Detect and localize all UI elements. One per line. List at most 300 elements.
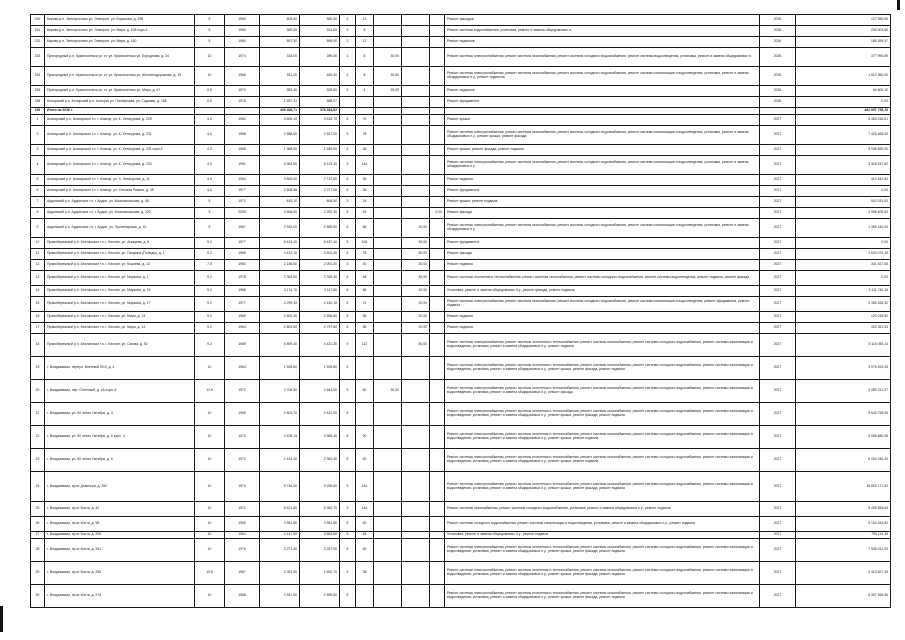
extra-value-cell — [430, 145, 445, 156]
wall-type-cell: 10.5 — [195, 562, 225, 585]
planned-year-cell: 2027 — [760, 286, 796, 297]
extra-value-cell — [430, 323, 445, 334]
floors-cell: 9 — [340, 502, 356, 517]
residents-cell: 60 — [356, 539, 374, 562]
cost-cell: 7 429 465,00 — [796, 126, 891, 145]
works-description-cell: Ремонт системы отопления и теплоснабжения, ремонт системы газоснабжения, ремонт системы холодного водоснабжения, ремонт системы водоотведения, ремонт подвала, ремонт фасада — [445, 271, 760, 286]
extra-value-cell — [430, 426, 445, 449]
planned-year-cell: 2027 — [760, 357, 796, 380]
extra-value-cell — [402, 517, 430, 532]
wall-type-cell: 10 — [195, 472, 225, 502]
extra-value-cell — [374, 219, 402, 238]
living-area-cell: 2 643,90 — [300, 380, 340, 403]
extra-value-cell — [374, 539, 402, 562]
planned-year-cell: 2026 — [760, 15, 796, 26]
address-cell: Ахтырский р-н. Ахтырский р-н. Ахтырск ул. Пионерская, ул. Садовая, д. 186 — [45, 97, 195, 108]
cost-cell: 462 997 755,76 — [796, 108, 891, 115]
address-cell: г. Владикавказ, пр-кт Коста, д. 261 — [45, 539, 195, 562]
table-row — [31, 380, 891, 403]
address-cell: Пригородный р-н. Красносельск ул. ст. ул. Красносельск ул. Мира, д. 67 — [45, 86, 195, 97]
year-built-cell: 1977 — [225, 186, 260, 197]
planned-year-cell: 2027 — [760, 271, 796, 286]
row-number: 24 — [31, 472, 45, 502]
address-cell: Ардонский р-н. Ардонское г.п. г. Ардон, ул. Комсомольская, д. 48 — [45, 197, 195, 208]
table-row — [31, 86, 891, 97]
row-number: 4 — [31, 156, 45, 175]
residents-cell: 144 — [356, 472, 374, 502]
living-area-cell: 3 257,90 — [300, 539, 340, 562]
cost-cell: 127 550,50 — [796, 15, 891, 26]
floors-cell: 5 — [340, 403, 356, 426]
residents-cell: 60 — [356, 449, 374, 472]
extra-value-cell — [374, 357, 402, 380]
row-number: 14 — [31, 286, 45, 297]
works-description-cell: Ремонт системы газоснабжения, ремонт системы холодного водоснабжения, установка, ремонт и замена общедомовых п.у., ремонт подвала — [445, 502, 760, 517]
row-number: 233 — [31, 48, 45, 67]
extra-value-cell — [374, 286, 402, 297]
wall-type-cell: 9.2 — [195, 286, 225, 297]
year-built-cell: 1960 — [225, 37, 260, 48]
address-cell: Правобережный р-н. Бесланское г.п. г. Беслан, ул. Коцоева, д. 14 — [45, 260, 195, 271]
total-area-cell: 369,50 — [260, 26, 300, 37]
planned-year-cell: 2027 — [760, 238, 796, 249]
row-number: 26 — [31, 517, 45, 532]
table-body — [31, 15, 891, 608]
total-area-cell: 605,60 — [260, 15, 300, 26]
address-cell: г. Владикавказ, ул. 50 летия Октября, д. 6 корп. 4 — [45, 426, 195, 449]
cost-cell: 2 411 740,18 — [796, 286, 891, 297]
cost-cell: 0,00 — [796, 186, 891, 197]
table-row — [31, 532, 891, 539]
cost-cell: 5 455 553,64 — [796, 502, 891, 517]
extra-value-cell — [374, 403, 402, 426]
works-description-cell: Ремонт подвалов — [445, 37, 760, 48]
floors-cell: 2 — [340, 357, 356, 380]
total-area-cell: 511,20 — [260, 67, 300, 86]
row-number: 30 — [31, 585, 45, 608]
residents-cell: 78 — [356, 249, 374, 260]
cost-cell: 230 003,60 — [796, 26, 891, 37]
extra-value-cell — [374, 249, 402, 260]
year-built-cell: 1968 — [225, 145, 260, 156]
wall-type-cell: 5 — [195, 26, 225, 37]
cost-cell: 4 998 405,64 — [796, 208, 891, 219]
floors-cell: 5 — [340, 585, 356, 608]
table-row — [31, 286, 891, 297]
address-cell: Алагирский р-н. Алагирское г.п. г. Алагир, ул. Степана Разина, д. 45 — [45, 186, 195, 197]
address-cell: Правобережный р-н. Бесланское г.п. г. Беслан, ул. Гагарина (Победы), д. 1 — [45, 249, 195, 260]
planned-year-cell: 2027 — [760, 517, 796, 532]
year-built-cell: 1991 — [225, 156, 260, 175]
table-row — [31, 156, 891, 175]
address-cell: Правобережный р-н. Бесланское г.п. г. Беслан, ул. Маркова, д. 17 — [45, 297, 195, 312]
total-area-cell: 318,00 — [260, 48, 300, 67]
residents-cell: 78 — [356, 126, 374, 145]
table-row — [31, 37, 891, 48]
row-number: 235 — [31, 86, 45, 97]
residents-cell: 84 — [356, 532, 374, 539]
extra-value-cell: 50,00 — [402, 249, 430, 260]
address-cell: г. Владикавказ, пер. Огненный, д. 18 корп. 6 — [45, 380, 195, 403]
table-row — [31, 449, 891, 472]
living-area-cell: 2 537,00 — [300, 126, 340, 145]
table-row — [31, 403, 891, 426]
table-row — [31, 472, 891, 502]
row-number: 9 — [31, 219, 45, 238]
wall-type-cell: 5 — [195, 219, 225, 238]
extra-value-cell: 30,00 — [374, 67, 402, 86]
table-row — [31, 15, 891, 26]
cost-cell: 2 413 627,35 — [796, 562, 891, 585]
planned-year-cell: 2027 — [760, 145, 796, 156]
cost-cell: 6 004 246,40 — [796, 449, 891, 472]
works-description-cell: Ремонт системы электроснабжения, ремонт системы газоснабжения, ремонт системы холодного водоснабжения, ремонт системы канализации и водоотведения, ремонт фундамента, ремонт подвала — [445, 297, 760, 312]
extra-value-cell — [430, 219, 445, 238]
row-number: 7 — [31, 197, 45, 208]
extra-value-cell: 30,00 — [374, 380, 402, 403]
wall-type-cell: 4.5 — [195, 175, 225, 186]
extra-value-cell: 25,00 — [374, 86, 402, 97]
table-row — [31, 186, 891, 197]
wall-type-cell: 10 — [195, 67, 225, 86]
extra-value-cell — [430, 37, 445, 48]
wall-type-cell: 9.2 — [195, 334, 225, 357]
address-cell: Правобережный р-н. Бесланское г.п. г. Беслан, ул. Маркова, д. 1 — [45, 271, 195, 286]
residents-cell: 4 — [356, 86, 374, 97]
row-number: 10 — [31, 238, 45, 249]
works-description-cell: Ремонт фундамента — [445, 186, 760, 197]
floors-cell — [340, 108, 356, 115]
wall-type-cell: 10 — [195, 585, 225, 608]
planned-year-cell: 2026 — [760, 86, 796, 97]
extra-value-cell — [374, 585, 402, 608]
residents-cell: 56 — [356, 323, 374, 334]
floors-cell: 2 — [340, 67, 356, 86]
extra-value-cell — [402, 208, 430, 219]
address-cell: Правобережный р-н. Бесланское г.п. г. Беслан, ул. Агкацева, д. 6 — [45, 238, 195, 249]
extra-value-cell — [430, 585, 445, 608]
planned-year-cell: 2027 — [760, 562, 796, 585]
total-area-cell: 2 508,56 — [260, 186, 300, 197]
wall-type-cell: 5 — [195, 208, 225, 219]
wall-type-cell: 10 — [195, 426, 225, 449]
row-number: 8 — [31, 208, 45, 219]
extra-value-cell — [402, 539, 430, 562]
residents-cell — [356, 357, 374, 380]
planned-year-cell: 2027 — [760, 260, 796, 271]
floors-cell: 6 — [340, 426, 356, 449]
year-built-cell: 1964 — [225, 175, 260, 186]
extra-value-cell — [430, 186, 445, 197]
cost-cell: 377 990,89 — [796, 48, 891, 67]
living-area-cell: 3 561,80 — [300, 517, 340, 532]
total-area-cell: 6 899,40 — [260, 334, 300, 357]
row-number: 12 — [31, 260, 45, 271]
extra-value-cell — [402, 197, 430, 208]
row-number: 13 — [31, 271, 45, 286]
extra-value-cell — [374, 271, 402, 286]
cost-cell: 1 389 440,00 — [796, 219, 891, 238]
extra-value-cell — [430, 286, 445, 297]
works-description-cell: Ремонт системы электроснабжения, ремонт системы отопления и теплоснабжения, ремонт системы газоснабжения, ремонт системы холодного водоснабжения, ремонт системы канализации и водоотведения, установка, ремонт и замена общедомовых п.у., ремонт крыши, ремонт фасада, ремонт подвала — [445, 357, 760, 380]
year-built-cell: 1976 — [225, 539, 260, 562]
address-cell: Итого на 2026 г. — [45, 108, 195, 115]
extra-value-cell — [374, 312, 402, 323]
extra-value-cell — [430, 175, 445, 186]
extra-value-cell — [374, 108, 402, 115]
extra-value-cell — [430, 539, 445, 562]
row-number: 234 — [31, 67, 45, 86]
extra-value-cell — [430, 108, 445, 115]
extra-value-cell — [374, 126, 402, 145]
extra-value-cell — [430, 532, 445, 539]
floors-cell: 5 — [340, 532, 356, 539]
works-description-cell: Ремонт подвала — [445, 323, 760, 334]
total-area-cell: 426 408,71 — [260, 108, 300, 115]
cost-cell: 5 095 680,58 — [796, 426, 891, 449]
residents-cell: 36 — [356, 186, 374, 197]
living-area-cell: 4 117,80 — [300, 286, 340, 297]
cost-cell: 1 643 074,16 — [796, 249, 891, 260]
year-built-cell: 1967 — [225, 562, 260, 585]
works-description-cell: Ремонт системы электроснабжения, ремонт системы газоснабжения, ремонт системы холодного водоснабжения, ремонт системы канализации и водоотведения, установка, ремонт и замена общедомовых п.у., ремонт крыши, ремонт фасада — [445, 126, 760, 145]
floors-cell: 9 — [340, 156, 356, 175]
living-area-cell: 2 252,40 — [300, 208, 340, 219]
extra-value-cell — [374, 145, 402, 156]
cost-cell: 5 194 494,82 — [796, 517, 891, 532]
table-row — [31, 238, 891, 249]
table-row — [31, 539, 891, 562]
extra-value-cell — [430, 115, 445, 126]
works-description-cell: Ремонт системы электроснабжения, ремонт системы отопления и теплоснабжения, ремонт системы газоснабжения, ремонт системы холодного водоснабжения, ремонт системы канализации и водоотведения, установка, ремонт и замена общедомовых п.у., ремонт крыши, ремонт фасада, ремонт подвала — [445, 472, 760, 502]
extra-value-cell — [374, 197, 402, 208]
floors-cell: 5 — [340, 208, 356, 219]
works-description-cell: Установка, ремонт и замена общедомовых п.у., ремонт подвала — [445, 532, 760, 539]
living-area-cell: 2 051,30 — [300, 260, 340, 271]
extra-value-cell — [430, 156, 445, 175]
living-area-cell: 3 515,70 — [300, 115, 340, 126]
living-area-cell: 2 556,60 — [300, 312, 340, 323]
living-area-cell: 339,50 — [300, 86, 340, 97]
address-cell: г. Владикавказ, пр-кт Коста, д. 208 — [45, 532, 195, 539]
extra-value-cell — [430, 67, 445, 86]
row-number: 15 — [31, 297, 45, 312]
wall-type-cell: 9.2 — [195, 238, 225, 249]
wall-type-cell: 10 — [195, 539, 225, 562]
year-built-cell: 1969 — [225, 517, 260, 532]
planned-year-cell: 2027 — [760, 219, 796, 238]
living-area-cell: 3 989,40 — [300, 426, 340, 449]
works-description-cell: Ремонт системы электроснабжения, ремонт системы газоснабжения, ремонт системы холодного водоснабжения, ремонт системы канализации и водоотведения, установка, ремонт и замена общедомовых п.у., ремонт подвалов — [445, 67, 760, 86]
total-area-cell: 2 602,40 — [260, 312, 300, 323]
extra-value-cell — [402, 502, 430, 517]
wall-type-cell: 10 — [195, 357, 225, 380]
works-description-cell — [445, 108, 760, 115]
living-area-cell: 3 601,40 — [300, 249, 340, 260]
table-row — [31, 297, 891, 312]
floors-cell: 1 — [340, 48, 356, 67]
table-row — [31, 115, 891, 126]
total-area-cell: 2 414,40 — [260, 449, 300, 472]
wall-type-cell: 7.5 — [195, 260, 225, 271]
floors-cell: 5 — [340, 249, 356, 260]
extra-value-cell — [402, 26, 430, 37]
total-area-cell: 2 706,50 — [260, 380, 300, 403]
table-row — [31, 219, 891, 238]
table-row — [31, 67, 891, 86]
planned-year-cell: 2027 — [760, 403, 796, 426]
works-description-cell: Ремонт фасада — [445, 208, 760, 219]
total-area-cell: 2 354,50 — [260, 271, 300, 286]
planned-year-cell: 2027 — [760, 197, 796, 208]
residents-cell: 8 — [356, 26, 374, 37]
works-description-cell: Ремонт системы электроснабжения, ремонт системы отопления и теплоснабжения, ремонт системы газоснабжения, ремонт системы холодного водоснабжения, ремонт системы канализации и водоотведения, установка, ремонт и замена общедомовых п.у., ремонт крыши, ремонт фасада, ремонт подвала — [445, 403, 760, 426]
row-number: 29 — [31, 562, 45, 585]
extra-value-cell — [402, 380, 430, 403]
works-description-cell: Ремонт системы электроснабжения, ремонт системы отопления и теплоснабжения, ремонт системы газоснабжения, ремонт системы холодного водоснабжения, ремонт системы канализации и водоотведения, установка, ремонт и замена общедомовых п.у., ремонт крыши, ремонт подвала — [445, 449, 760, 472]
extra-value-cell: 30,00 — [402, 271, 430, 286]
address-cell: Пригородный р-н. Красносельск ул. ст. ул. Красносельск ул. Бороднова, д. 24 — [45, 48, 195, 67]
wall-type-cell: 4.5 — [195, 126, 225, 145]
table-row — [31, 175, 891, 186]
cost-cell: 3 976 493,35 — [796, 357, 891, 380]
year-built-cell: 1969 — [225, 334, 260, 357]
table-row — [31, 197, 891, 208]
residents-cell: 60 — [356, 517, 374, 532]
table-row — [31, 585, 891, 608]
table-row — [31, 249, 891, 260]
total-area-cell: 615,10 — [260, 197, 300, 208]
wall-type-cell: 0.5 — [195, 86, 225, 97]
living-area-cell: 2 612,90 — [300, 403, 340, 426]
cost-cell: 120 018,50 — [796, 312, 891, 323]
row-number: 18 — [31, 334, 45, 357]
extra-value-cell — [430, 86, 445, 97]
planned-year-cell: 2027 — [760, 249, 796, 260]
extra-value-cell: 30,00 — [402, 238, 430, 249]
total-area-cell: 3 600,00 — [260, 175, 300, 186]
year-built-cell: 1964 — [225, 532, 260, 539]
address-cell: г. Владикавказ, пр-кт Коста, д. 265 — [45, 562, 195, 585]
residents-cell: 12 — [356, 15, 374, 26]
living-area-cell: 289,30 — [300, 48, 340, 67]
extra-value-cell — [374, 334, 402, 357]
planned-year-cell — [760, 108, 796, 115]
year-built-cell: 1977 — [225, 238, 260, 249]
year-built-cell: 1971 — [225, 502, 260, 517]
residents-cell: 144 — [356, 156, 374, 175]
address-cell: Алагирский р-н. Алагирское г.п. г. Алагир, ул. К. Хетагурова, д. 231 — [45, 126, 195, 145]
year-built-cell: 1969 — [225, 403, 260, 426]
extra-value-cell — [430, 260, 445, 271]
planned-year-cell: 2026 — [760, 26, 796, 37]
extra-value-cell — [430, 15, 445, 26]
planned-year-cell: 2027 — [760, 115, 796, 126]
residents-cell: 36 — [356, 175, 374, 186]
extra-value-cell — [430, 126, 445, 145]
extra-value-cell — [374, 426, 402, 449]
total-area-cell: 4 541,50 — [260, 585, 300, 608]
extra-value-cell — [374, 517, 402, 532]
extra-value-cell — [402, 115, 430, 126]
year-built-cell: 1967 — [225, 219, 260, 238]
living-area-cell: 1 692,70 — [300, 562, 340, 585]
address-cell: Алагирский р-н. Алагирское г.п. г. Алагир, ул. К. Хетагурова, д. 233 — [45, 156, 195, 175]
table-row — [31, 517, 891, 532]
year-built-cell: 1972 — [225, 380, 260, 403]
planned-year-cell: 2027 — [760, 208, 796, 219]
living-area-cell: 4 140,10 — [300, 297, 340, 312]
address-cell: Кирово-р.п. Электросталь ул. Электрон. ул. Борисова, д. 298 — [45, 15, 195, 26]
total-area-cell: 9 746,00 — [260, 472, 300, 502]
row-number: 11 — [31, 249, 45, 260]
extra-value-cell — [430, 197, 445, 208]
works-description-cell: Ремонт крыши — [445, 115, 760, 126]
planned-year-cell: 2026 — [760, 67, 796, 86]
row-number: 231 — [31, 26, 45, 37]
row-number: 5 — [31, 175, 45, 186]
total-area-cell: 3 561,80 — [260, 517, 300, 532]
table-row — [31, 426, 891, 449]
wall-type-cell: 4.5 — [195, 186, 225, 197]
floors-cell: 5 — [340, 517, 356, 532]
floors-cell: 6 — [340, 145, 356, 156]
total-area-cell: 5 421,80 — [260, 502, 300, 517]
planned-year-cell: 2027 — [760, 126, 796, 145]
works-description-cell: Ремонт системы электроснабжения, ремонт системы отопления и теплоснабжения, ремонт системы газоснабжения, ремонт системы холодного водоснабжения, ремонт системы канализации и водоотведения, установка, ремонт и замена общедомовых п.у., ремонт крыши, ремонт фасада, ремонт подвала — [445, 539, 760, 562]
year-built-cell: 1968 — [225, 286, 260, 297]
extra-value-cell — [402, 108, 430, 115]
total-area-cell: 1 597,31 — [260, 97, 300, 108]
cost-cell: 44 600,10 — [796, 86, 891, 97]
table-row — [31, 502, 891, 517]
residents-cell: 8 — [356, 48, 374, 67]
extra-value-cell — [402, 403, 430, 426]
planned-year-cell: 2027 — [760, 334, 796, 357]
floors-cell: 9 — [340, 472, 356, 502]
row-number: 1 — [31, 115, 45, 126]
living-area-cell: 1 849,00 — [300, 145, 340, 156]
cost-cell: 165 399,47 — [796, 37, 891, 48]
residents-cell: 8 — [356, 67, 374, 86]
address-cell: Кирово-р.п. Электросталь ул. Электрон, ул. Мира, д. 160 — [45, 37, 195, 48]
wall-type-cell: 5 — [195, 37, 225, 48]
total-area-cell: 4 147,80 — [260, 532, 300, 539]
extra-value-cell — [374, 156, 402, 175]
extra-value-cell — [430, 238, 445, 249]
total-area-cell: 3 609,10 — [260, 115, 300, 126]
extra-value-cell — [374, 37, 402, 48]
row-number: 17 — [31, 323, 45, 334]
address-cell: Правобережный р-н. Бесланское г.п. г. Беслан, ул. Маркова, д. 15 — [45, 286, 195, 297]
wall-type-cell: 9.2 — [195, 297, 225, 312]
total-area-cell: 2 603,70 — [260, 403, 300, 426]
total-area-cell: 1 968,00 — [260, 145, 300, 156]
residents-cell: 45 — [356, 208, 374, 219]
total-area-cell: 3 271,40 — [260, 539, 300, 562]
wall-type-cell: 9.2 — [195, 249, 225, 260]
table-row — [31, 48, 891, 67]
total-row — [31, 108, 891, 115]
year-built-cell: 1972 — [225, 449, 260, 472]
floors-cell: 2 — [340, 15, 356, 26]
works-description-cell: Ремонт системы холодного водоснабжения, ремонт системы канализации и водоотведения, установка, ремонт и замена общедомовых п.у., ремонт подвала — [445, 517, 760, 532]
extra-value-cell — [402, 156, 430, 175]
floors-cell: 5 — [340, 323, 356, 334]
floors-cell: 5 — [340, 126, 356, 145]
residents-cell: 100 — [356, 238, 374, 249]
extra-value-cell — [430, 312, 445, 323]
